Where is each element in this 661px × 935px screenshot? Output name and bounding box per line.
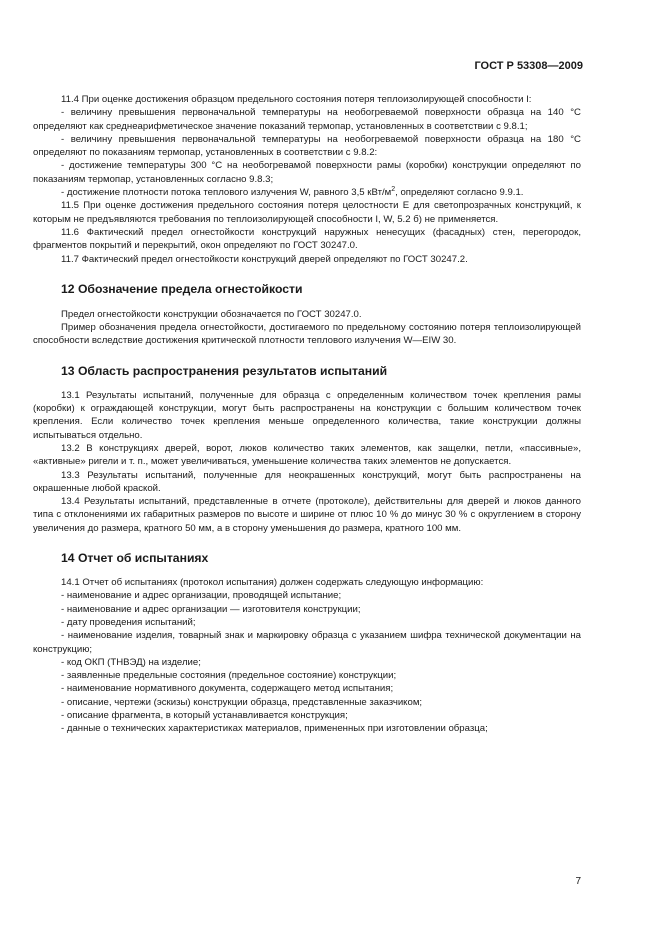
- list-item: - наименование нормативного документа, содержащего метод испытания;: [61, 683, 394, 695]
- list-item: - описание фрагмента, в который устанавливается конструкция;: [61, 709, 348, 721]
- list-item: - дату проведения испытаний;: [61, 616, 196, 628]
- list-item: - описание, чертежи (эскизы) конструкции образца, представленные заказчиком;: [61, 696, 423, 708]
- clause-11-5: 11.5 При оценке достижения предельного состояния потеря целостности Е для светопрозрачных конструкций, к которым не предъявляются требования по теплоизолирующей способности I, W, 5.2 б) не применяется.: [33, 200, 581, 225]
- list-item: - наименование изделия, товарный знак и маркировку образца с указанием шифра технической документации на конструкцию;: [33, 630, 581, 655]
- list-item: - достижение температуры 300 °С на необогревамой поверхности рамы (коробки) конструкции определяют по показаниям термопар, установленных согласно 9.8.3;: [33, 160, 581, 185]
- clause-13-3: 13.3 Результаты испытаний, полученные для неокрашенных конструкций, могут быть распространены на окрашенные любой краской.: [33, 469, 581, 494]
- list-item: - величину превышения первоначальной температуры на необогреваемой поверхности образца на 140 °С определяют как среднеарифметическое значение показаний термопар, установленных в соответствии с 9.8.1;: [33, 107, 581, 132]
- list-item: - наименование и адрес организации — изготовителя конструкции;: [61, 603, 361, 615]
- document-code: ГОСТ Р 53308—2009: [474, 60, 583, 72]
- paragraph: Пример обозначения предела огнестойкости, достигаемого по предельному состоянию потеря теплоизолирующей способности вследствие достижения критической плотности теплового излучения W—EIW 30.: [33, 322, 581, 347]
- document-body: [33, 93, 581, 736]
- superscript: 2: [391, 185, 396, 193]
- clause-11-4: 11.4 При оценке достижения образцом предельного состояния потеря теплоизолирующей способности I:: [61, 94, 532, 105]
- clause-11-7: 11.7 Фактический предел огнестойкости конструкций дверей определяют по ГОСТ 30247.2.: [61, 253, 468, 265]
- clause-14-1: 14.1 Отчет об испытаниях (протокол испытания) должен содержать следующую информацию:: [61, 577, 484, 589]
- section-heading-14: 14 Отчет об испытаниях: [61, 551, 209, 566]
- text-fragment: , определяют согласно 9.9.1.: [395, 187, 524, 199]
- section-heading-12: 12 Обозначение предела огнестойкости: [61, 281, 303, 296]
- clause-13-4: 13.4 Результаты испытаний, представленные в отчете (протоколе), действительны для дверей и люков данного типа с отклонениями их габаритных размеров по высоте и ширине от плюс 10 % до минус 30 % с округлением в сторону увеличения до размера, кратного 50 мм, а в сторону уменьшения до размера, кратного 100 мм.: [33, 496, 581, 534]
- list-item: - заявленные предельные состояния (предельное состояние) конструкции;: [61, 670, 397, 682]
- paragraph: Предел огнестойкости конструкции обозначается по ГОСТ 30247.0.: [61, 308, 362, 320]
- clause-13-1: 13.1 Результаты испытаний, полученные для образца с определенным количеством точек крепления рамы (коробки) к ограждающей конструкции, могут быть распространены на конструкции с большим количеством точек крепления. Если количество точек крепления меньше определенного количества, такие конструкции должны испытываться отдельно.: [33, 389, 581, 441]
- list-item: - код ОКП (ТНВЭД) на изделие;: [61, 656, 201, 668]
- clause-13-2: 13.2 В конструкциях дверей, ворот, люков количество таких элементов, как защелки, петли, «пассивные», «активные» ригели и т. п., может увеличиваться, уменьшение количества таких элементов не допускается.: [33, 442, 581, 468]
- section-heading-13: 13 Область распространения результатов испытаний: [61, 363, 388, 378]
- list-item: [33, 186, 581, 199]
- list-item: - данные о технических характеристиках материалов, примененных при изготовлении образца;: [61, 723, 488, 735]
- clause-11-6: 11.6 Фактический предел огнестойкости конструкций наружных ненесущих (фасадных) стен, перегородок, фрагментов покрытий и перекрытий, окон определяют по ГОСТ 30247.0.: [33, 226, 581, 252]
- list-item: - наименование и адрес организации, проводящей испытание;: [61, 590, 342, 602]
- page-number: 7: [575, 876, 581, 887]
- text-fragment: - достижение плотности потока теплового излучения W, равного 3,5 кВт/м: [61, 187, 392, 199]
- list-item: - величину превышения первоначальной температуры на необогреваемой поверхности образца на 180 °С определяют по показаниям термопар, установленных в соответствии с 9.8.2:: [33, 133, 581, 159]
